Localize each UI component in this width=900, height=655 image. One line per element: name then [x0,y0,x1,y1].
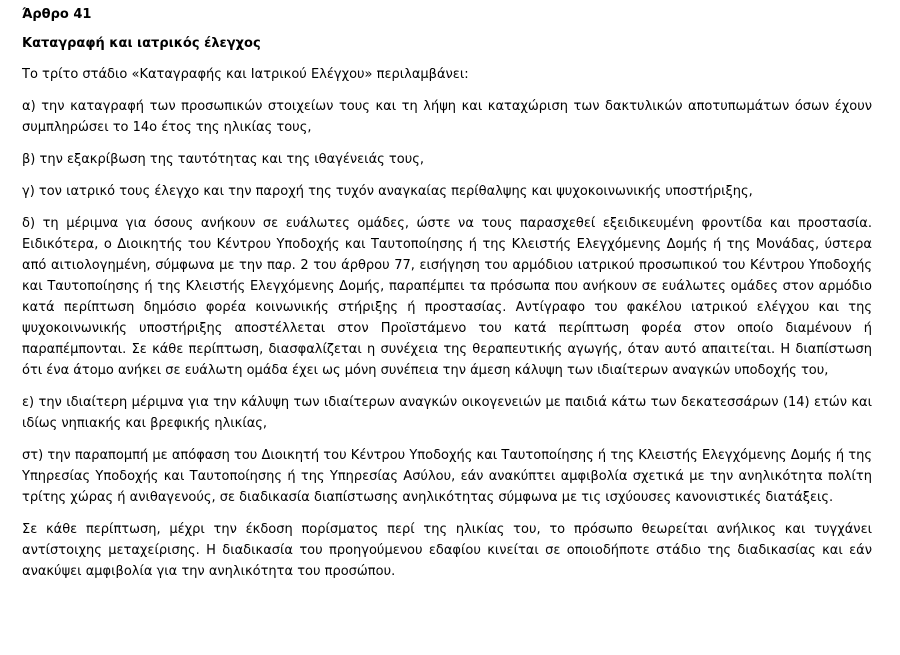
closing-paragraph: Σε κάθε περίπτωση, μέχρι την έκδοση πορίσματος περί της ηλικίας του, το πρόσωπο θεωρείται ανήλικος και τυγχάνει αντίστοιχης μεταχείρισης. Η διαδικασία του προηγούμενου εδαφίου κινείται σε οποιοδήποτε στάδιο της διαδικασίας και εάν ανακύψει αμφιβολία για την ανηλικότητα του προσώπου. [22,522,872,579]
item-st-paragraph: στ) την παραπομπή με απόφαση του Διοικητή του Κέντρου Υποδοχής και Ταυτοποίησης ή της Κλειστής Ελεγχόμενης Δομής ή της Υπηρεσίας Υποδοχής και Ταυτοποίησης ή της Υπηρεσίας Ασύλου, εάν ανακύπτει αμφιβολία σχετικά με την ανηλικότητα πολίτη τρίτης χώρας ή ανιθαγενούς, σε διαδικασία διαπίστωσης ανηλικότητας σύμφωνα με τις ισχύουσες κανονιστικές διατάξεις. [22,448,872,505]
item-d-paragraph: δ) τη μέριμνα για όσους ανήκουν σε ευάλωτες ομάδες, ώστε να τους παρασχεθεί εξειδικευμένη φροντίδα και προστασία. Ειδικότερα, ο Διοικητής του Κέντρου Υποδοχής και Ταυτοποίησης ή της Κλειστής Ελεγχόμενης Δομής ή της Μονάδας, ύστερα από αιτιολογημένη, σύμφωνα με την παρ. 2 του άρθρου 77, εισήγηση του αρμόδιου ιατρικού προσωπικού του Κέντρου Υποδοχής και Ταυτοποίησης ή της Κλειστής Ελεγχόμενης Δομής, παραπέμπει τα πρόσωπα που ανήκουν σε ευάλωτες ομάδες στον αρμόδιο κατά περίπτωση δημόσιο φορέα κοινωνικής στήριξης ή προστασίας. Αντίγραφο του φακέλου ιατρικού ελέγχου και της ψυχοκοινωνικής υποστήριξης αποστέλλεται στον Προϊστάμενο του κατά περίπτωση φορέα στον οποίο διαμένουν ή παραπέμπονται. Σε κάθε περίπτωση, διασφαλίζεται η συνέχεια της θεραπευτικής αγωγής, όταν αυτό απαιτείται. Η διαπίστωση ότι ένα άτομο ανήκει σε ευάλωτη ομάδα έχει ως μόνη συνέπεια την άμεση κάλυψη των ιδιαίτερων αναγκών υποδοχής του, [22,216,872,378]
intro-paragraph: Το τρίτο στάδιο «Καταγραφής και Ιατρικού Ελέγχου» περιλαμβάνει: [22,67,469,82]
article-number: Άρθρο 41 [22,7,92,22]
item-c-paragraph: γ) τον ιατρικό τους έλεγχο και την παροχή της τυχόν αναγκαίας περίθαλψης και ψυχοκοινωνικής υποστήριξης, [22,184,753,199]
item-a-paragraph: α) την καταγραφή των προσωπικών στοιχείων τους και τη λήψη και καταχώριση των δακτυλικών αποτυπωμάτων όσων έχουν συμπληρώσει το 14ο έτος της ηλικίας τους, [22,99,872,135]
article-heading: Καταγραφή και ιατρικός έλεγχος [22,36,261,51]
item-b-paragraph: β) την εξακρίβωση της ταυτότητας και της ιθαγένειάς τους, [22,152,424,167]
item-e-paragraph: ε) την ιδιαίτερη μέριμνα για την κάλυψη των ιδιαίτερων αναγκών οικογενειών με παιδιά κάτω των δεκατεσσάρων (14) ετών και ιδίως νηπιακής και βρεφικής ηλικίας, [22,395,872,431]
